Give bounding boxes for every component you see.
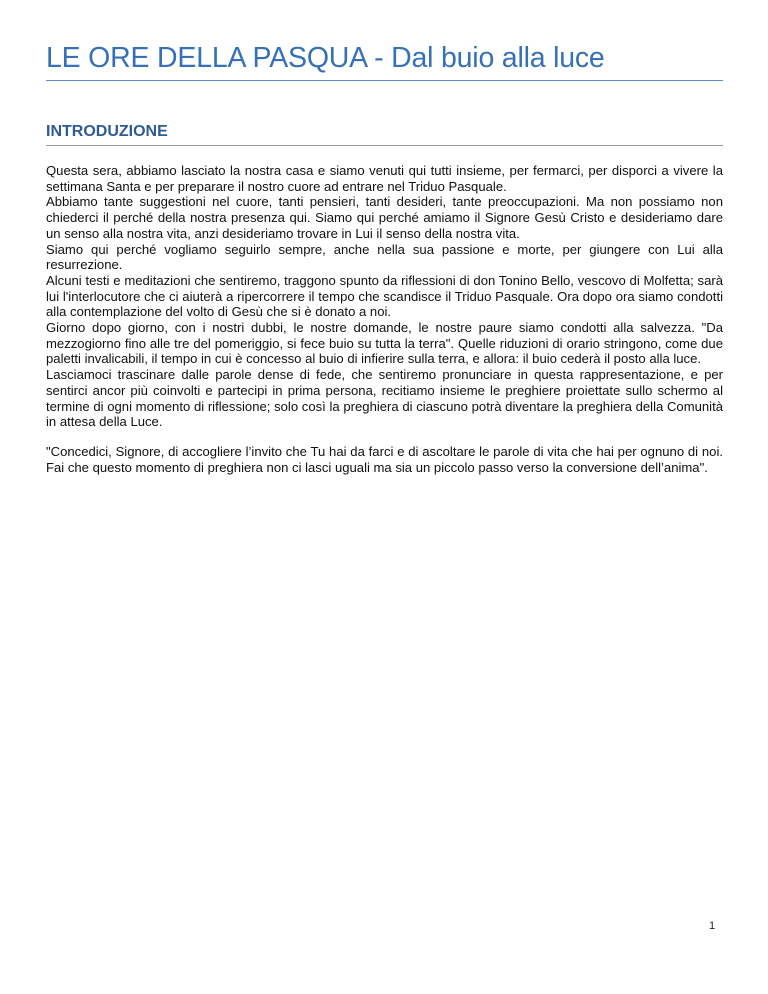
paragraph: Abbiamo tante suggestioni nel cuore, tanti pensieri, tanti desideri, tante preoccupazioni. Ma non possiamo non chiederci il perché della nostra presenza qui. Siamo qui perché amiamo il Signore Gesù Cristo e desideriamo dare un senso alla nostra vita, anzi desideriamo trovare in Lui il senso della nostra vita.: [46, 194, 723, 241]
paragraph: Giorno dopo giorno, con i nostri dubbi, le nostre domande, le nostre paure siamo condotti alla salvezza. "Da mezzogiorno fino alle tre del pomeriggio, si fece buio su tutta la terra". Quelle riduzioni di orario stringono, come due paletti invalicabili, il tempo in cui è concesso al buio di infierire sulla terra, e allora: il buio cederà il posto alla luce.: [46, 320, 723, 367]
section-divider: [46, 145, 723, 146]
document-title: LE ORE DELLA PASQUA - Dal buio alla luce: [46, 42, 605, 74]
page-number: 1: [709, 920, 716, 932]
paragraph: Alcuni testi e meditazioni che sentiremo, traggono spunto da riflessioni di don Tonino Bello, vescovo di Molfetta; sarà lui l'interlocutore che ci aiuterà a ripercorrere il tempo che scandisce il Triduo Pasquale. Ora dopo ora siamo condotti alla contemplazione del volto di Gesù che si è donato a noi.: [46, 272, 723, 320]
paragraph: Questa sera, abbiamo lasciato la nostra casa e siamo venuti qui tutti insieme, per fermarci, per disporci a vivere la settimana Santa e per preparare il nostro cuore ad entrare nel Triduo Pasquale.: [46, 163, 723, 194]
body-text: [46, 163, 723, 475]
paragraph: Lasciamoci trascinare dalle parole dense di fede, che sentiremo pronunciare in questa rappresentazione, e per sentirci ancor più coinvolti e partecipi in prima persona, recitiamo insieme le preghiere proiettate sullo schermo al termine di ogni momento di riflessione; solo così la preghiera di ciascuno potrà diventare la preghiera della Comunità in attesa della Luce.: [46, 367, 723, 430]
title-divider: [46, 80, 723, 81]
paragraph: Siamo qui perché vogliamo seguirlo sempre, anche nella sua passione e morte, per giungere con Lui alla resurrezione.: [46, 241, 723, 273]
section-heading: INTRODUZIONE: [46, 123, 168, 140]
prayer-paragraph: "Concedici, Signore, di accogliere l’invito che Tu hai da farci e di ascoltare le parole di vita che hai per ognuno di noi. Fai che questo momento di preghiera non ci lasci uguali ma sia un piccolo passo verso la conversione dell’anima".: [46, 443, 723, 475]
